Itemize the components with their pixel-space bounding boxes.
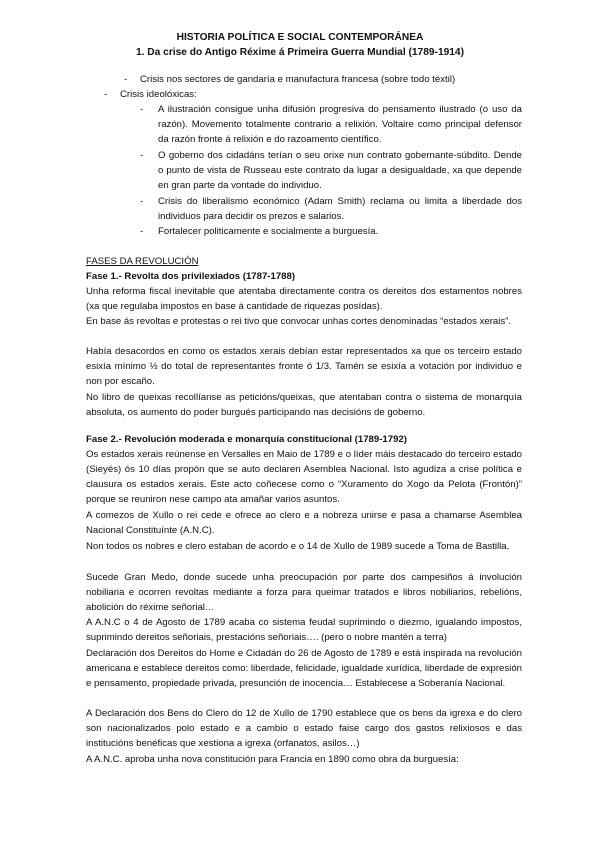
ideo-item [140, 194, 522, 224]
phase2-paragraph: Os estados xerais reúnense en Versalles en Maio de 1789 e o líder máis destacado do terceiro estado (Sieyés) ós 10 días propón que se auto declaren Asemblea Nacional. Isto agudiza a crise política e clausura os estados xerais. Este acto coñecese como o “Xuramento do Xogo da Pelota (Frontón)” porque se reuniron nese campo ata amañar varios asuntos. [86, 449, 522, 505]
phase1-paragraph: No libro de queixas recollíanse as peticións/queixas, que atentaban contra o sistema de monarquía absoluta, os aumento do poder burgués participando nas decisións de goberno. [86, 392, 522, 418]
ideo-crisis-label-text: Crisis ideolóxicas: [120, 89, 197, 100]
ideo-item-text: A ilustración consigue unha difusión progresiva do pensamento ilustrado (o uso da razón). Movemento totalmente contrario a relixión. Voltaire como principal defensor da razón fronte á relixión e do razoamento científico. [158, 104, 522, 145]
econ-crisis-item [124, 72, 520, 87]
phase2-paragraph: Non todos os nobres e clero estaban de acordo e o 14 de Xullo de 1989 sucede a Toma de Bastilla. [86, 541, 510, 552]
bullet-dash: - [104, 89, 108, 100]
document-title: HISTORIA POLÍTICA E SOCIAL CONTEMPORÁNEA [176, 32, 424, 43]
phase2-title: Fase 2.- Revolución moderada e monarquía constitucional (1789-1792) [86, 434, 407, 445]
document-subtitle: 1. Da crise do Antigo Réxime á Primeira Guerra Mundial (1789-1914) [135, 47, 464, 58]
phase2-paragraph: A A.N.C o 4 de Agosto de 1789 acaba co sistema feudal suprimindo o diezmo, igualando impostos, suprimindo dereitos señoriais, prestacións señoriais…. (pero o nobre mantén a terra) [86, 617, 522, 643]
ideo-item-text: O goberno dos cidadáns terían o seu orixe nun contrato gobernante-súbdito. Dende o punto de vista de Russeau este contrato da lugar a desigualdade, xa que depende en gran parte da vontade do individuo. [158, 150, 522, 191]
phases-heading: FASES DA REVOLUCIÓN [86, 256, 199, 267]
phase1-paragraph: Había desacordos en como os estados xerais debían estar representados xa que os terceiro estado esixía mínimo ½ do total de representantes fronte ó 1/3. Tamén se esixía a votación por individuo e non por escaño. [86, 346, 522, 387]
ideo-item [140, 224, 522, 239]
bullet-dash: - [140, 104, 144, 115]
phase2-paragraph: Sucede Gran Medo, donde sucede unha preocupación por parte dos campesiños á involución nobiliaria e ocorren revoltas mediante a forza para queimar tratados e libros nobiliarios, rebelións, abolición do réxime señorial… [86, 572, 522, 613]
bullet-dash: - [140, 226, 144, 237]
ideo-item [140, 102, 522, 147]
phase1-title: Fase 1.- Revolta dos privilexiados (1787-1788) [86, 271, 296, 282]
ideo-item [140, 148, 522, 193]
phase2-paragraph: A comezos de Xullo o rei cede e ofrece ao clero e a nobreza unirse e pasa a chamarse Asemblea Nacional Constituínte (A.N.C). [86, 510, 522, 536]
document-header [0, 30, 600, 60]
phase1-paragraph: En base ás revoltas e protestas o rei tivo que convocar unhas cortes denominadas “estados xerais”. [86, 316, 512, 327]
phase1-paragraph: Unha reforma fiscal inevitable que atentaba directamente contra os dereitos dos estamentos nobres (xa que regulaba impostos en base á cantidade de riquezas posídas). [86, 286, 522, 312]
ideo-crisis-label [104, 87, 197, 102]
bullet-dash: - [140, 196, 144, 207]
bullet-dash: - [140, 150, 144, 161]
phase2-paragraph: Declaración dos Dereitos do Home e Cidadán do 26 de Agosto de 1789 e está inspirada na revolución americana e establece dereitos como: liberdade, felicidade, igualdade xurídica, liberdade de expresión e pensamento, propiedade privada, presunción de inocencia… Establecese a Soberanía Nacional. [86, 648, 522, 689]
bullet-dash: - [124, 74, 128, 85]
phase2-paragraph: A Declaración dos Bens do Clero do 12 de Xullo de 1790 establece que os bens da igrexa e do clero son nacionalizados polo estado e a cambio o estado faise cargo dos gastos relixiosos e das institucións benéficas que xestiona a igrexa (orfanatos, asilos…) [86, 708, 522, 749]
ideo-item-text: Fortalecer politicamente e socialmente a burguesía. [158, 226, 379, 237]
ideo-item-text: Crisis do liberalismo económico (Adam Smith) reclama ou limita a liberdade dos individuos para decidir os prezos e salarios. [158, 196, 522, 222]
phase2-paragraph: A A.N.C. aproba unha nova constitución para Francia en 1890 como obra da burguesía: [86, 754, 459, 765]
econ-crisis-text: Crisis nos sectores de gandaría e manufactura francesa (sobre todo téxtil) [140, 74, 456, 85]
